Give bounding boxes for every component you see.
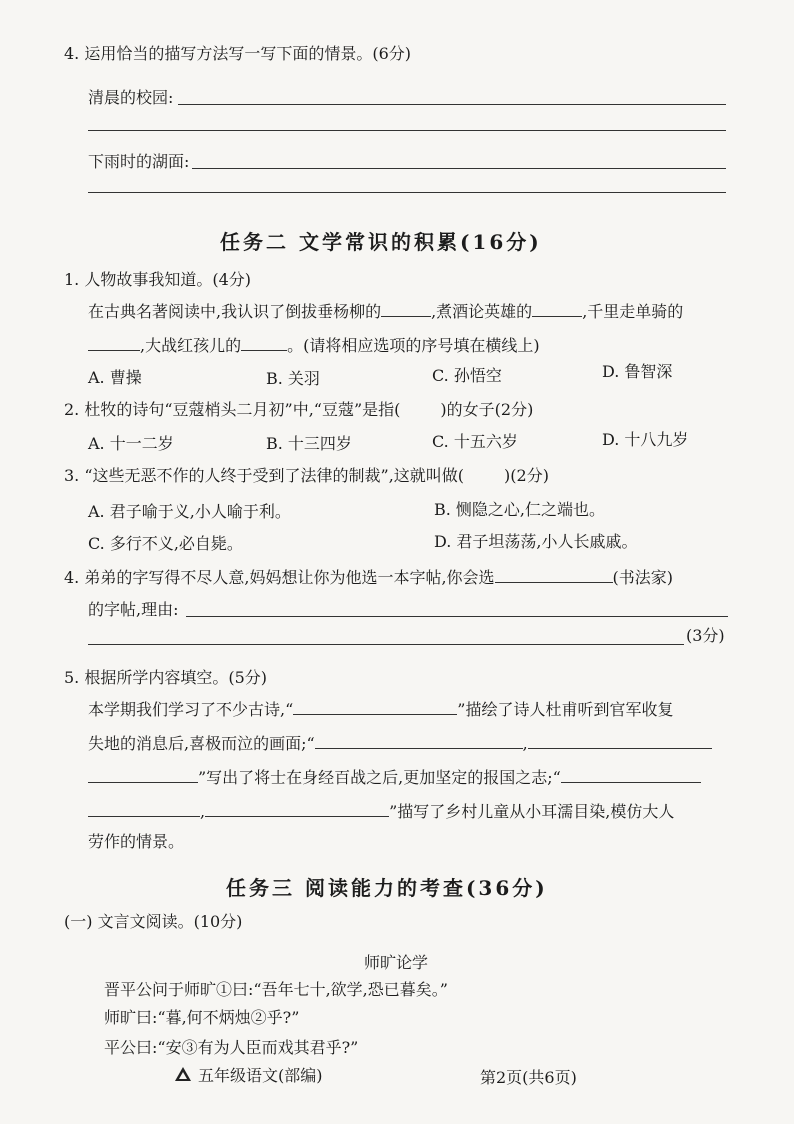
s2-q2-stem <box>64 400 533 420</box>
blank-qianlizoudanji[interactable] <box>88 334 140 351</box>
s2-q5-line5: 劳作的情景。 <box>88 832 185 851</box>
s2-q2-option-a[interactable]: A. 十一二岁 <box>88 434 174 453</box>
s2-q3-stem-a: 3. “这些无恶不作的人终于受到了法律的制裁”,这就叫做( <box>64 466 465 485</box>
s2-q1-text-c: ,千里走单骑的 <box>582 302 684 321</box>
s2-q5-text-b: ”描绘了诗人杜甫听到官军收复 <box>457 700 674 719</box>
blank-poem-2a[interactable] <box>315 732 523 749</box>
triangle-logo-icon <box>174 1066 192 1082</box>
blank-poem-1[interactable] <box>293 698 457 715</box>
s2-q1-option-a[interactable]: A. 曹操 <box>88 368 142 387</box>
s2-q5-text-a: 本学期我们学习了不少古诗,“ <box>88 700 294 719</box>
s2-q4-text-a: 4. 弟弟的字写得不尽人意,妈妈想让你为他选一本字帖,你会选 <box>64 568 495 587</box>
q4-item-campus: 清晨的校园: <box>88 88 174 107</box>
s2-q5-line1 <box>88 698 673 720</box>
s2-q3-option-c[interactable]: C. 多行不义,必自毙。 <box>88 534 243 553</box>
s2-q5-text-e: ”写出了将士在身经百战之后,更加坚定的报国之志;“ <box>198 768 561 787</box>
s2-q4-reason-line-1[interactable] <box>186 616 728 617</box>
passage-title: 师旷论学 <box>364 953 429 972</box>
footer-subject: 五年级语文(部编) <box>198 1066 323 1085</box>
s2-q5-line2 <box>88 732 712 754</box>
s2-q2-option-d[interactable]: D. 十八九岁 <box>602 430 689 449</box>
s2-q4-line1 <box>64 566 673 588</box>
passage-p3: 平公曰:“安③有为人臣而戏其君乎?” <box>104 1038 359 1057</box>
s2-q5-text-g: ”描写了乡村儿童从小耳濡目染,模仿大人 <box>389 802 675 821</box>
s2-q2-stem-a: 2. 杜牧的诗句“豆蔻梢头二月初”中,“豆蔻”是指( <box>64 400 401 419</box>
blank-poem-2c[interactable] <box>88 766 198 783</box>
passage-p1: 晋平公问于师旷①曰:“吾年七十,欲学,恐已暮矣。” <box>104 980 448 999</box>
blank-poem-3a[interactable] <box>561 766 701 783</box>
s2-q1-text-b: ,煮酒论英雄的 <box>431 302 533 321</box>
s2-q3-stem <box>64 466 549 486</box>
s3-sub-heading: (一) 文言文阅读。(10分) <box>64 912 243 931</box>
s2-q5-text-d: , <box>522 734 528 753</box>
s2-q5-line3 <box>88 766 701 788</box>
blank-poem-2b[interactable] <box>528 732 712 749</box>
s2-q4-reason-line-2[interactable] <box>88 644 684 645</box>
s2-q1-text-a: 在古典名著阅读中,我认识了倒拔垂杨柳的 <box>88 302 382 321</box>
s2-q2-option-b[interactable]: B. 十三四岁 <box>266 434 352 453</box>
s2-q2-stem-b: )的女子(2分) <box>440 400 534 419</box>
blank-poem-3c[interactable] <box>205 800 389 817</box>
q4-item-lake: 下雨时的湖面: <box>88 152 190 171</box>
s2-q3-option-a[interactable]: A. 君子喻于义,小人喻于利。 <box>88 502 291 521</box>
s2-q1-stem: 1. 人物故事我知道。(4分) <box>64 270 252 289</box>
s2-q2-option-c[interactable]: C. 十五六岁 <box>432 432 518 451</box>
passage-p2: 师旷曰:“暮,何不炳烛②乎?” <box>104 1008 300 1027</box>
q4-answer-line-2[interactable] <box>88 130 726 131</box>
s2-q1-text-e: 。(请将相应选项的序号填在横线上) <box>287 336 540 355</box>
q4-answer-line-3[interactable] <box>192 168 726 169</box>
blank-zhujiulunyingxiong[interactable] <box>532 300 582 317</box>
blank-dazhanhonghaier[interactable] <box>241 334 287 351</box>
q4-stem: 4. 运用恰当的描写方法写一写下面的情景。(6分) <box>64 44 412 63</box>
s2-q1-option-c[interactable]: C. 孙悟空 <box>432 366 502 385</box>
q4-answer-line-4[interactable] <box>88 192 726 193</box>
s2-q1-line1 <box>88 300 683 322</box>
blank-calligrapher[interactable] <box>495 566 613 583</box>
s2-q5-stem: 5. 根据所学内容填空。(5分) <box>64 668 268 687</box>
s2-q1-text-d: ,大战红孩儿的 <box>140 336 242 355</box>
s2-q1-option-d[interactable]: D. 鲁智深 <box>602 362 673 381</box>
section3-heading: 任务三 阅读能力的考查(36分) <box>226 876 548 900</box>
s2-q1-option-b[interactable]: B. 关羽 <box>266 369 320 388</box>
blank-poem-3b[interactable] <box>88 800 200 817</box>
s2-q3-stem-b: )(2分) <box>504 466 549 485</box>
section2-heading: 任务二 文学常识的积累(16分) <box>220 230 542 254</box>
s2-q5-text-f: , <box>200 802 206 821</box>
s2-q5-line4 <box>88 800 674 822</box>
blank-daobacuiyangliu[interactable] <box>381 300 431 317</box>
s2-q4-score: (3分) <box>686 626 725 645</box>
s2-q1-line2 <box>88 334 540 356</box>
footer-page-number: 第2页(共6页) <box>480 1068 577 1087</box>
s2-q4-text-b: (书法家) <box>612 568 674 587</box>
q4-answer-line-1[interactable] <box>178 104 726 105</box>
s2-q3-option-b[interactable]: B. 恻隐之心,仁之端也。 <box>434 500 606 519</box>
s2-q5-text-c: 失地的消息后,喜极而泣的画面;“ <box>88 734 315 753</box>
s2-q3-option-d[interactable]: D. 君子坦荡荡,小人长戚戚。 <box>434 532 638 551</box>
s2-q4-line2: 的字帖,理由: <box>88 600 179 619</box>
